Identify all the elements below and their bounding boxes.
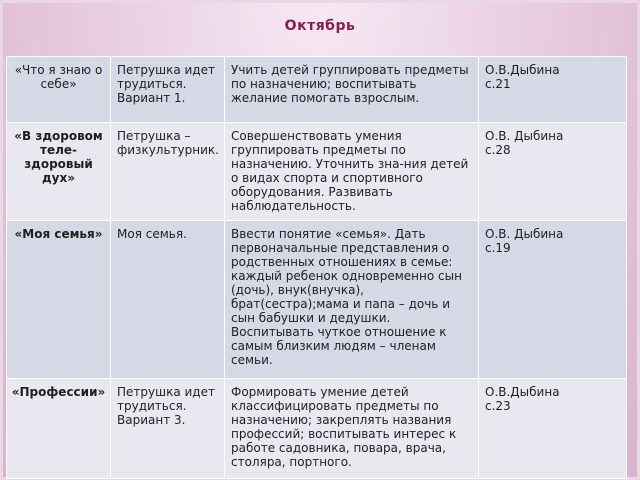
table-row [7, 221, 627, 379]
topic-cell: «Что я знаю о себе» [7, 57, 111, 123]
source-cell: О.В. Дыбина с.28 [479, 123, 627, 221]
plan-table [6, 56, 627, 479]
table-row [7, 123, 627, 221]
topic-cell: «В здоровом теле- здоровый дух» [7, 123, 111, 221]
table-row [7, 57, 627, 123]
game-cell: Моя семья. [111, 221, 225, 379]
goal-cell: Формировать умение детей классифицировать предметы по назначению; закреплять названия профессий; воспитывать интерес к работе садовника, повара, врача, столяра, портного. [225, 379, 479, 479]
slide-title: Октябрь [284, 18, 356, 34]
source-cell: О.В.Дыбина с.23 [479, 379, 627, 479]
game-cell: Петрушка – физкультурник. [111, 123, 225, 221]
topic-cell: «Моя семья» [7, 221, 111, 379]
source-cell: О.В.Дыбина с.21 [479, 57, 627, 123]
source-cell: О.В. Дыбина с.19 [479, 221, 627, 379]
topic-cell: «Профессии» [7, 379, 111, 479]
goal-cell: Ввести понятие «семья». Дать первоначальные представления о родственных отношениях в семье: каждый ребенок одновременно сын (дочь), внук(внучка), брат(сестра);мама и папа – дочь и сын бабушки и дедушки. Воспитывать чуткое отношение к самым близким людям – членам семьи. [225, 221, 479, 379]
game-cell: Петрушка идет трудиться. Вариант 3. [111, 379, 225, 479]
goal-cell: Совершенствовать умения группировать предметы по назначению. Уточнить зна-ния детей о видах спорта и спортивного оборудования. Развивать наблюдательность. [225, 123, 479, 221]
goal-cell: Учить детей группировать предметы по назначению; воспитывать желание помогать взрослым. [225, 57, 479, 123]
game-cell: Петрушка идет трудиться. Вариант 1. [111, 57, 225, 123]
table-row [7, 379, 627, 479]
